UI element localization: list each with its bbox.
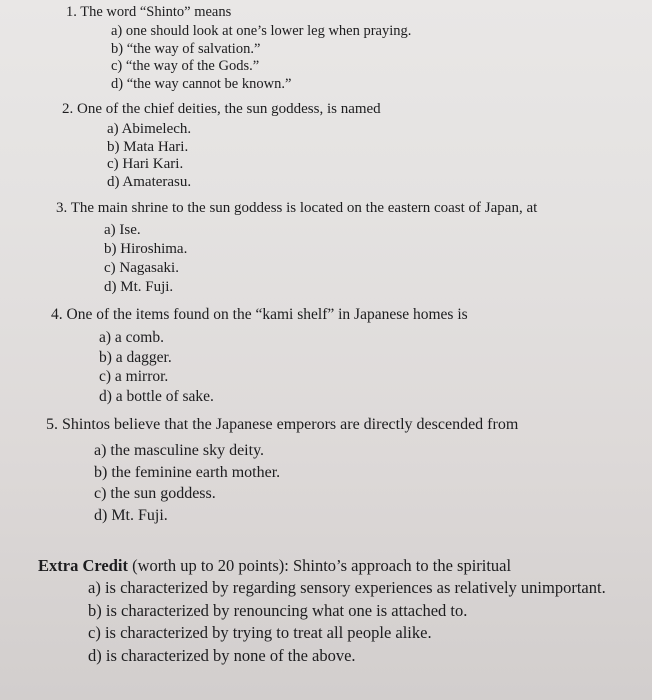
- answer-option-a: a) Ise.: [104, 222, 141, 238]
- answer-option-d: d) is characterized by none of the above.: [88, 645, 356, 665]
- question-stem: 3. The main shrine to the sun goddess is located on the eastern coast of Japan, at: [56, 200, 538, 216]
- question-stem: 5. Shintos believe that the Japanese emperors are directly descended from: [46, 416, 519, 433]
- answer-option-a: a) the masculine sky deity.: [94, 442, 265, 459]
- answer-option-c: c) the sun goddess.: [94, 485, 216, 502]
- question-stem: 4. One of the items found on the “kami shelf” in Japanese homes is: [51, 306, 468, 323]
- answer-option-c: c) is characterized by trying to treat all people alike.: [88, 623, 432, 642]
- extra-credit-label: Extra Credit: [38, 556, 128, 575]
- answer-options: [111, 23, 411, 93]
- answer-option-b: b) Hiroshima.: [104, 241, 188, 257]
- answer-option-d: d) Mt. Fuji.: [104, 279, 174, 295]
- answer-option-d: d) “the way cannot be known.”: [111, 75, 292, 92]
- answer-option-b: b) a dagger.: [99, 348, 172, 366]
- answer-options: [104, 221, 187, 297]
- answer-option-c: c) Nagasaki.: [104, 260, 179, 276]
- answer-option-b: b) the feminine earth mother.: [94, 463, 281, 481]
- extra-credit-stem-text: (worth up to 20 points): Shinto’s approach to the spiritual: [127, 556, 512, 575]
- answer-option-c: c) Hari Kari.: [107, 156, 184, 173]
- answer-option-d: d) a bottle of sake.: [99, 387, 214, 405]
- question-stem: 2. One of the chief deities, the sun goddess, is named: [62, 101, 381, 117]
- answer-option-a: a) a comb.: [99, 329, 164, 346]
- answer-option-a: a) is characterized by regarding sensory experiences as relatively unimportant.: [88, 578, 606, 597]
- answer-options: [88, 577, 606, 667]
- answer-option-c: c) “the way of the Gods.”: [111, 58, 260, 74]
- answer-options: [94, 440, 280, 526]
- answer-option-a: a) Abimelech.: [107, 121, 192, 137]
- answer-options: [107, 121, 191, 191]
- answer-option-a: a) one should look at one’s lower leg when praying.: [111, 23, 412, 39]
- question-stem: [38, 556, 511, 576]
- answer-option-b: b) “the way of salvation.”: [111, 40, 261, 57]
- answer-option-d: d) Mt. Fuji.: [94, 506, 168, 524]
- answer-options: [99, 328, 214, 406]
- answer-option-b: b) is characterized by renouncing what one is attached to.: [88, 600, 468, 620]
- answer-option-c: c) a mirror.: [99, 368, 169, 385]
- question-stem: 1. The word “Shinto” means: [66, 4, 232, 20]
- answer-option-b: b) Mata Hari.: [107, 138, 189, 155]
- answer-option-d: d) Amaterasu.: [107, 173, 192, 190]
